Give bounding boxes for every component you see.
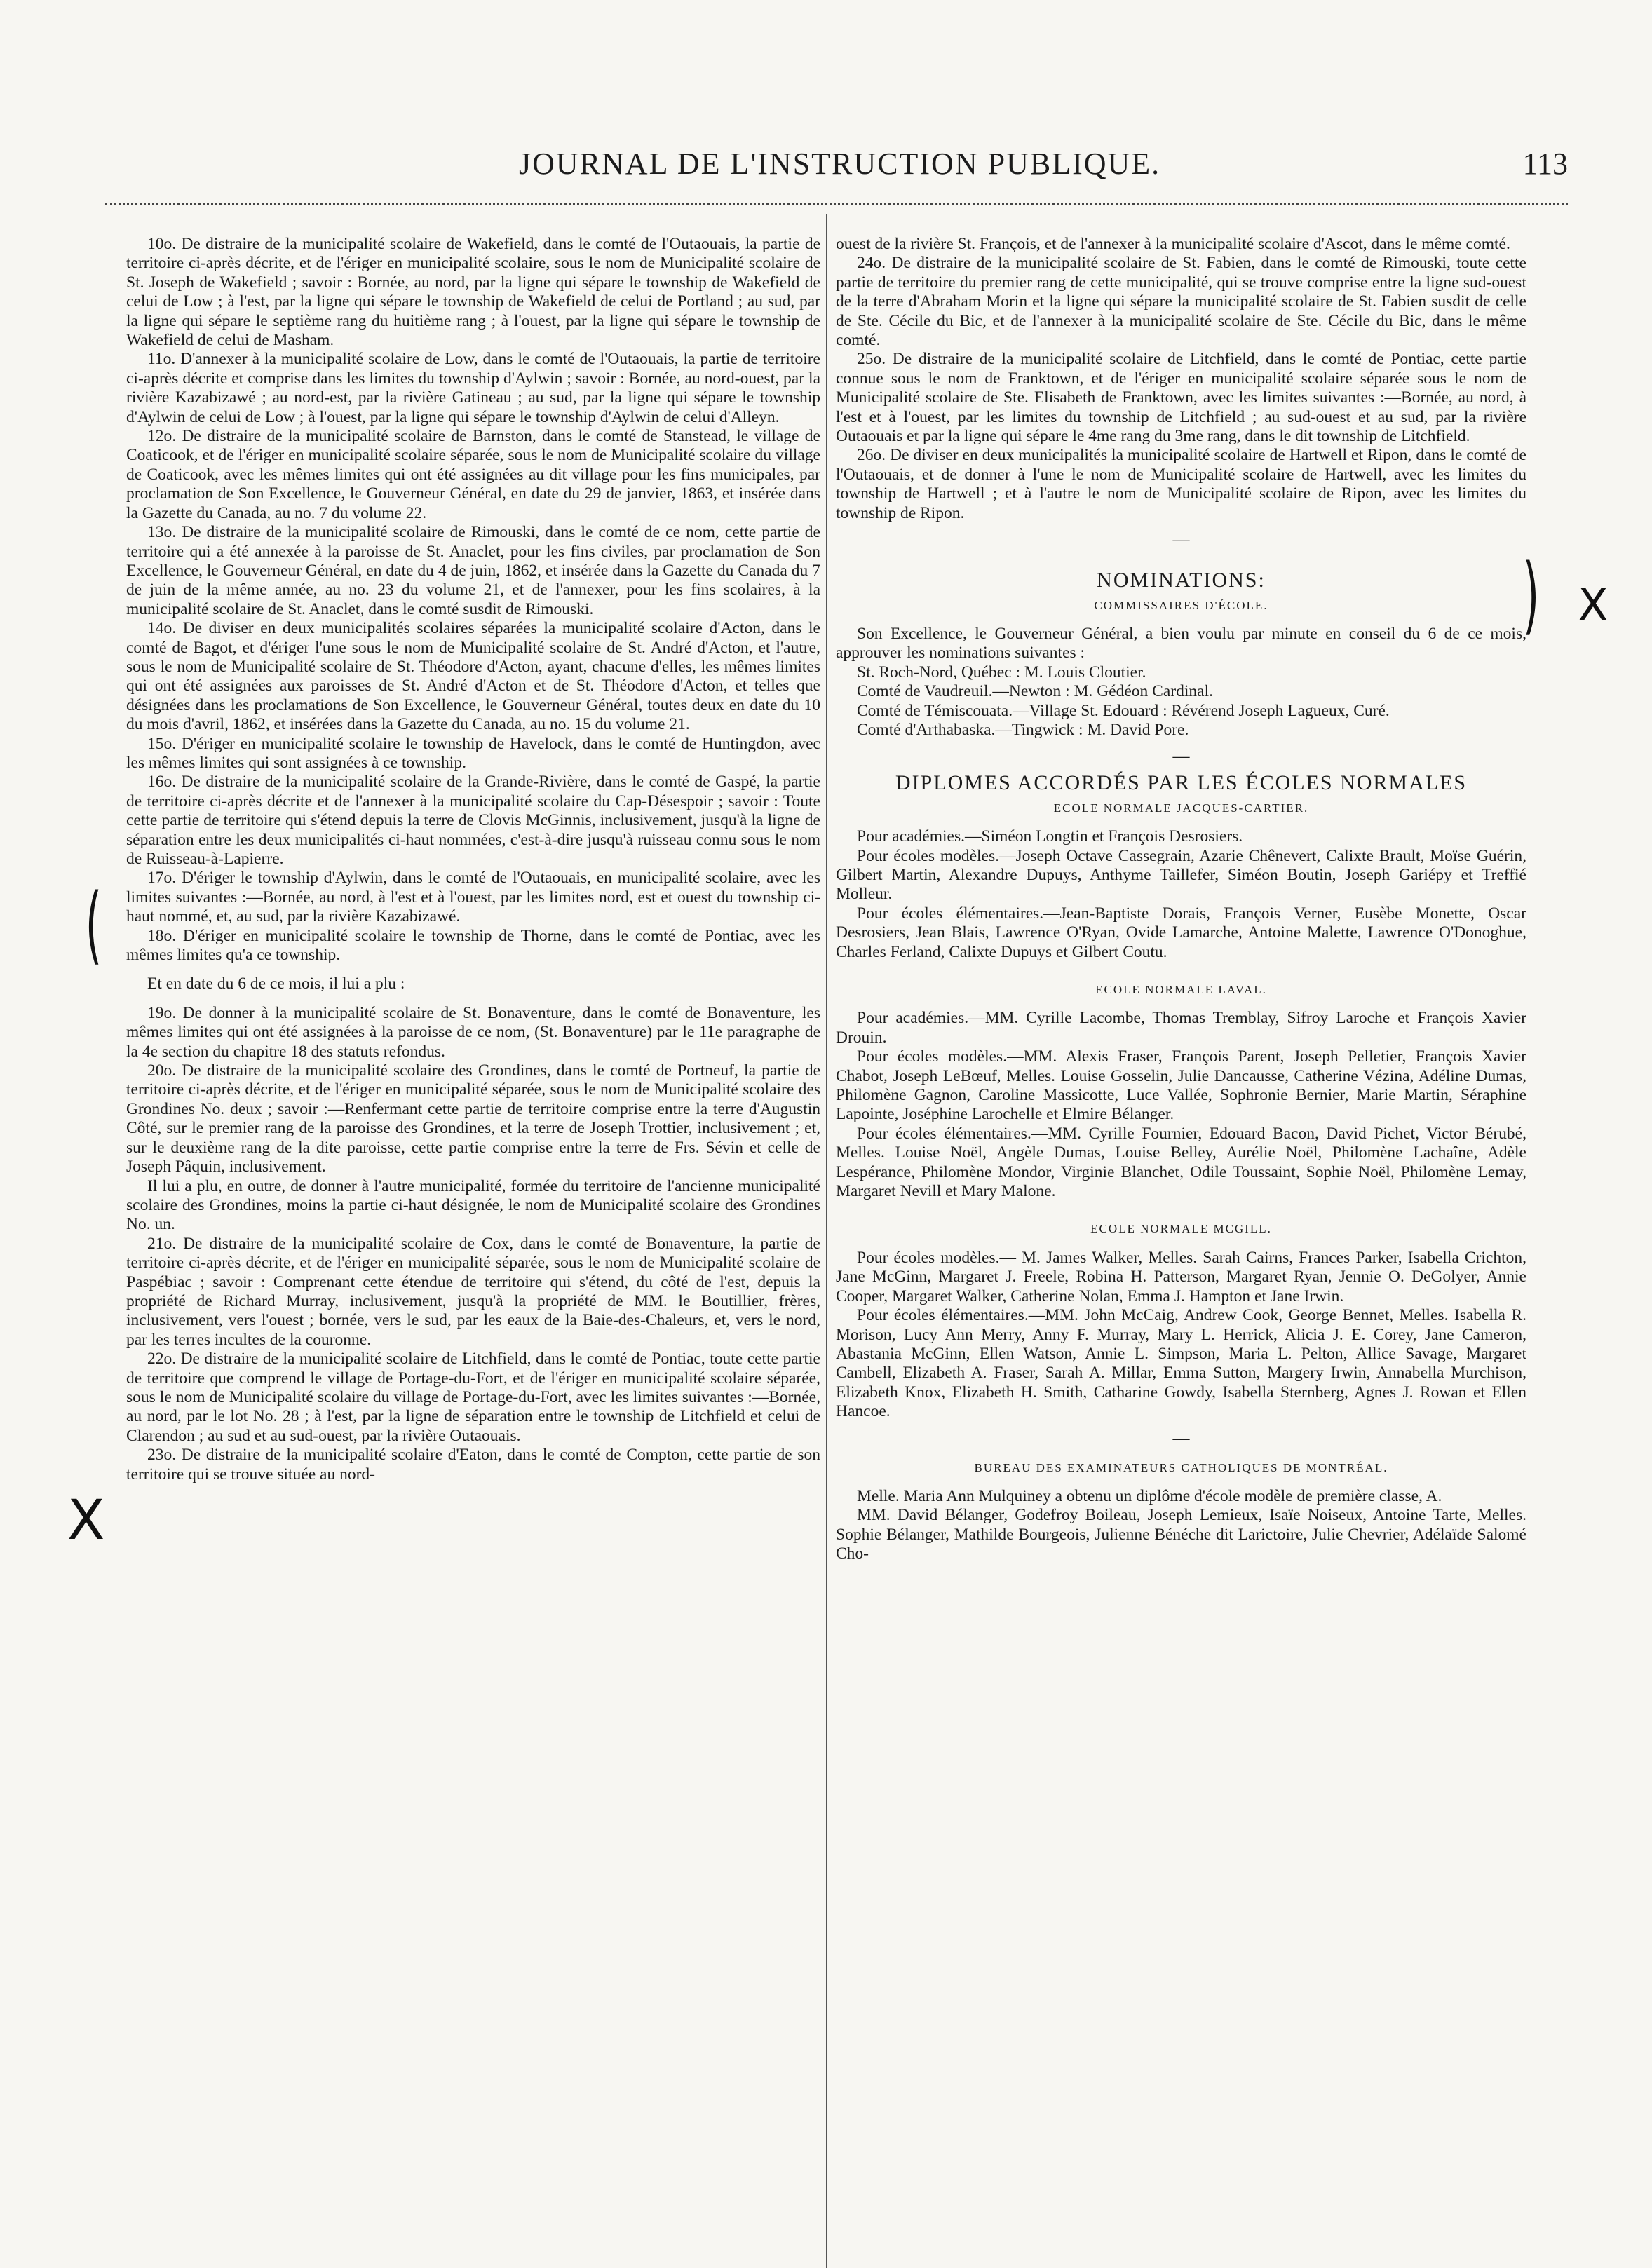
left-column [126,235,820,1484]
margin-x-mark-right: X [1578,580,1609,632]
diploma-paragraph: Pour écoles modèles.—MM. Alexis Fraser, François Parent, Joseph Pelletier, François Xavier Chabot, Joseph LeBœuf, Melles. Louise Gosselin, Julie Dancausse, Catherine Vézina, Adéline Dumas, Philomène Gagnon, Caroline Massicotte, Luce Vallée, Sophronie Bernier, Marie Martin, Séraphine Lapointe, Joséphine Larochelle et Elmire Bélanger. [836,1047,1526,1124]
diploma-paragraph: Pour académies.—Siméon Longtin et François Desrosiers. [857,827,1243,846]
paragraph-24o: 24o. De distraire de la municipalité scolaire de St. Fabien, dans le comté de Rimouski, toute cette partie de territoire du premier rang de cette municipalité, qui se trouve comprise entre la ligne sud-ouest de la terre d'Abraham Morin et la ligne qui sépare la municipalité scolaire de St. Fabien susdit de celle de Ste. Cécile du Bic, et de l'annexer à la municipalité scolaire de Ste. Cécile du Bic, dans le même comté. [836,254,1526,350]
paragraph-26o: 26o. De diviser en deux municipalités la municipalité scolaire de Hartwell et Ripon, dans le comté de l'Outaouais, et de donner à l'une le nom de Municipalité scolaire de Hartwell, avec les limites du township de Hartwell ; et à l'autre le nom de Municipalité scolaire de Ripon, avec les limites du township de Ripon. [836,446,1526,522]
nominations-heading: NOMINATIONS: [1097,569,1266,592]
paragraph-date-intro: Et en date du 6 de ce mois, il lui a plu : [147,975,405,993]
nomination-entry: Comté d'Arthabaska.—Tingwick : M. David Pore. [857,720,1189,739]
diploma-paragraph: Pour écoles élémentaires.—MM. Cyrille Fournier, Edouard Bacon, David Pichet, Victor Bérubé, Melles. Louise Noël, Angèle Dumas, Louise Belley, Aurélie Noël, Philomène Lachaîne, Adèle Lespérance, Philomène Mondor, Virginie Blanchet, Odile Toussaint, Sophie Noël, Philomène Lemay, Margaret Nevill et Mary Malone. [836,1124,1526,1201]
diploma-paragraph: Pour écoles élémentaires.—Jean-Baptiste Dorais, François Verner, Eusèbe Monette, Oscar Desrosiers, Jean Blais, Lawrence O'Ryan, Ovide Lamarche, Antoine Malette, Lawrence O'Donoghue, Charles Ferland, Calixte Dupuys et Gilbert Coutu. [836,904,1526,961]
bureau-paragraph: MM. David Bélanger, Godefroy Boileau, Joseph Lemieux, Isaïe Noiseux, Antoine Tarte, Melles. Sophie Bélanger, Mathilde Bourgeois, Julienne Bénéche dit Larictoire, Julie Chevrier, Adélaïde Salomé Cho- [836,1506,1526,1563]
diplomes-heading: DIPLOMES ACCORDÉS PAR LES ÉCOLES NORMALES [895,771,1468,795]
paragraph-17o: 17o. D'ériger le township d'Aylwin, dans le comté de l'Outaouais, en municipalité scolaire, avec les limites suivantes :—Bornée, au nord, à l'est et à l'ouest, par les limites nord, est et ouest du township ci-haut nommé, et, au sud, par la rivière Kazabizawé. [126,869,820,926]
paragraph-23o: 23o. De distraire de la municipalité scolaire d'Eaton, dans le comté de Compton, cette partie de son territoire qui se trouve située au nord- [126,1446,820,1483]
header-rule [105,203,1568,205]
diploma-paragraph: Pour écoles modèles.—Joseph Octave Cassegrain, Azarie Chênevert, Calixte Brault, Moïse Guérin, Gilbert Martin, Alexandre Dupuys, Anthyme Taillefer, Siméon Boutin, Joseph Gariépy et Treffié Molleur. [836,846,1526,904]
paragraph-14o: 14o. De diviser en deux municipalités scolaires séparées la municipalité scolaire d'Acton, dans le comté de Bagot, et d'ériger l'une sous le nom de Municipalité scolaire de St. André d'Acton, et l'autre, sous le nom de Municipalité scolaire de St. Théodore d'Acton, ayant, chacune d'elles, les mêmes limites qui ont été assignées aux paroisses de St. André d'Acton et de St. Théodore d'Acton, et telles que désignées dans les proclamations de Son Excellence, le Gouverneur Général, toutes deux en date du 10 du mois d'avril, 1862, et insérées dans la Gazette du Canada, au no. 15 du volume 21. [126,619,820,734]
section-dash: — [1172,747,1190,766]
page-number: 113 [1522,147,1568,181]
paragraph-13o: 13o. De distraire de la municipalité scolaire de Rimouski, dans le comté de ce nom, cette partie de territoire qui a été annexée à la paroisse de St. Anaclet, pour les fins civiles, par proclamation de Son Excellence, le Gouverneur Général, en date du 4 de juin, 1862, et insérée dans la Gazette du Canada du 7 de juin de la même année, au no. 23 du volume 21, et de l'annexer, pour les fins scolaires, à la municipalité scolaire de St. Anaclet, dans le comté susdit de Rimouski. [126,523,820,618]
right-column [836,235,1526,1564]
bureau-paragraph: Melle. Maria Ann Mulquiney a obtenu un diplôme d'école modèle de première classe, A. [857,1486,1442,1505]
column-divider [826,214,827,2268]
paragraph-20o: 20o. De distraire de la municipalité scolaire des Grondines, dans le comté de Portneuf, la partie de territoire ci-après décrite, et de l'ériger en municipalité séparée, sous le nom de Municipalité scolaire des Grondines No. deux ; savoir :—Renfermant cette partie de territoire comprise entre la terre d'Augustin Côté, sur le premier rang de la paroisse des Grondines, et la terre de Joseph Trottier, inclusivement ; et, sur le deuxième rang de la dite paroisse, cette partie comprise entre la terre de Frs. Sévin et celle de Joseph Pâquin, inclusivement. [126,1061,820,1176]
paragraph-11o: 11o. D'annexer à la municipalité scolaire de Low, dans le comté de l'Outaouais, la partie de territoire ci-après décrite et comprise dans les limites du township d'Aylwin ; savoir : Bornée, au nord-ouest, par la rivière Kazabizawé ; au nord-est, par la rivière Gatineau ; au sud, par la ligne qui sépare le township d'Aylwin de celui de Low ; à l'ouest, par la ligne qui sépare le township d'Aylwin de celui d'Alleyn. [126,350,820,426]
paragraph-22o: 22o. De distraire de la municipalité scolaire de Litchfield, dans le comté de Pontiac, toute cette partie de territoire que comprend le village de Portage-du-Fort, et de l'ériger en municipalité scolaire séparée, sous le nom de Municipalité scolaire du village de Portage-du-Fort, avec les limites suivantes :—Bornée, au nord, par le lot No. 28 ; à l'est, par la ligne de séparation entre le township de Litchfield et celui de Clarendon ; au sud et au sud-ouest, par la rivière Outaouais. [126,1350,820,1445]
paragraph-18o: 18o. D'ériger en municipalité scolaire le township de Thorne, dans le comté de Pontiac, avec les mêmes limites qu'a ce township. [126,926,820,965]
paragraph-23o-continued: ouest de la rivière St. François, et de l'annexer à la municipalité scolaire d'Ascot, dans le même comté. [836,235,1510,253]
section-dash: — [1172,1429,1190,1448]
section-dash: — [1172,531,1190,550]
nominations-intro: Son Excellence, le Gouverneur Général, a bien voulu par minute en conseil du 6 de ce mois, approuver les nominations suivantes : [836,624,1526,663]
school-heading-jacques-cartier: ECOLE NORMALE JACQUES-CARTIER. [1053,801,1309,815]
paragraph-10o: 10o. De distraire de la municipalité scolaire de Wakefield, dans le comté de l'Outaouais, la partie de territoire ci-après décrite, et de l'ériger en municipalité scolaire, sous le nom de Municipalité scolaire de St. Joseph de Wakefield ; savoir : Bornée, au nord, par la ligne qui sépare le township de Wakefield de celui de Low ; à l'est, par la ligne qui sépare le township de Wakefield de celui de Portland ; au sud, par la ligne qui sépare le septième rang du huitième rang ; à l'ouest, par la ligne qui sépare le township de Wakefield de celui de Masham. [126,235,820,350]
nomination-entry: Comté de Témiscouata.—Village St. Edouard : Révérend Joseph Lagueux, Curé. [857,701,1390,720]
paragraph-16o: 16o. De distraire de la municipalité scolaire de la Grande-Rivière, dans le comté de Gaspé, la partie de territoire ci-après décrite et de l'annexer à la municipalité scolaire du Cap-Désespoir ; savoir : Toute cette partie de territoire qui s'étend depuis la terre de Clovis McGinnis, inclusivement, jusqu'à la ligne de séparation entre les deux municipalités ci-haut nommées, c'est-à-dire jusqu'à ruisseau connu sous le nom de Ruisseau-à-Lapierre. [126,773,820,868]
diploma-paragraph: Pour écoles modèles.— M. James Walker, Melles. Sarah Cairns, Frances Parker, Isabella Crichton, Jane McGinn, Margaret J. Freele, Robina H. Patterson, Margaret Ryan, Jennie O. DeGolyer, Annie Cooper, Margaret Walker, Catherine Nolan, Emma J. Hampton et Jane Irwin. [836,1248,1526,1305]
school-heading-laval: ECOLE NORMALE LAVAL. [1095,983,1267,996]
paragraph-19o: 19o. De donner à la municipalité scolaire de St. Bonaventure, dans le comté de Bonaventure, les mêmes limites qui ont été assignées à la paroisse de ce nom, (St. Bonaventure) par le 11e paragraphe de la 4e section du chapitre 18 des statuts refondus. [126,1003,820,1061]
paragraph-grondines-no-un: Il lui a plu, en outre, de donner à l'autre municipalité, formée du territoire de l'ancienne municipalité scolaire des Grondines, moins la partie ci-haut désignée, le nom de Municipalité scolaire des Grondines No. un. [126,1176,820,1234]
margin-bracket-mark: ) [1522,547,1540,644]
diploma-paragraph: Pour académies.—MM. Cyrille Lacombe, Thomas Tremblay, Sifroy Laroche et François Xavier Drouin. [836,1009,1526,1047]
paragraph-25o: 25o. De distraire de la municipalité scolaire de Litchfield, dans le comté de Pontiac, cette partie connue sous le nom de Franktown, et de l'ériger en municipalité scolaire séparée sous le nom de Municipalité scolaire de Ste. Elisabeth de Franktown, avec les limites suivantes :—Bornée, au nord, à l'est et à l'ouest, par les limites du township de Litchfield ; au sud-ouest et au sud, par la rivière Outaouais et par la ligne qui sépare le 4me rang du 3me rang, dans le dit township de Litchfield. [836,350,1526,446]
nomination-entry: St. Roch-Nord, Québec : M. Louis Cloutier. [857,663,1146,681]
school-heading-mcgill: ECOLE NORMALE MCGILL. [1090,1222,1272,1236]
bureau-heading: BUREAU DES EXAMINATEURS CATHOLIQUES DE MONTRÉAL. [974,1460,1388,1474]
paragraph-15o: 15o. D'ériger en municipalité scolaire le township de Havelock, dans le comté de Huntingdon, avec les mêmes limites qui sont assignées à ce township. [126,734,820,772]
nomination-entry: Comté de Vaudreuil.—Newton : M. Gédéon Cardinal. [857,682,1213,701]
paragraph-21o: 21o. De distraire de la municipalité scolaire de Cox, dans le comté de Bonaventure, la partie de territoire ci-après décrite, et de l'ériger en municipalité séparée, sous le nom de Municipalité scolaire de Paspébiac ; savoir : Comprenant cette étendue de territoire qui s'étend, du côté de l'est, depuis la propriété de Richard Murray, inclusivement, jusqu'à la propriété de MM. le Boutillier, frères, inclusivement, vers l'ouest ; bornée, vers le sud, par les eaux de la Baie-des-Chaleurs, et, vers le nord, par les terres incultes de la couronne. [126,1234,820,1349]
diploma-paragraph: Pour écoles élémentaires.—MM. John McCaig, Andrew Cook, George Bennet, Melles. Isabella R. Morison, Lucy Ann Merry, Anny F. Murray, Mary L. Herrick, Alicia J. E. Corey, Jane Cameron, Abastania McGinn, Ellen Watson, Annie L. Simpson, Maria L. Pelton, Allice Savage, Margaret Cambell, Elizabeth A. Fraser, Sarah A. Millar, Emma Sutton, Margery Irwin, Annabella Murchison, Elizabeth Knox, Elizabeth H. Smith, Catharine Gowdy, Isabella Sternberg, Agnes J. Rowan et Ellen Hancoe. [836,1306,1526,1421]
journal-title: JOURNAL DE L'INSTRUCTION PUBLIQUE. [519,147,1161,181]
nominations-subheading: COMMISSAIRES D'ÉCOLE. [1094,598,1268,612]
margin-bracket-mark-left: ( [85,876,102,974]
paragraph-12o: 12o. De distraire de la municipalité scolaire de Barnston, dans le comté de Stanstead, le village de Coaticook, et de l'ériger en municipalité scolaire séparée, sous le nom de Municipalité scolaire du village de Coaticook, avec les mêmes limites qui ont été assignées au dit village pour les fins municipales, par proclamation de Son Excellence, le Gouverneur Général, en date du 29 de janvier, 1863, et insérée dans la Gazette du Canada, au no. 7 du volume 22. [126,427,820,522]
margin-x-mark-left: X [67,1489,105,1552]
running-head [154,146,1568,195]
